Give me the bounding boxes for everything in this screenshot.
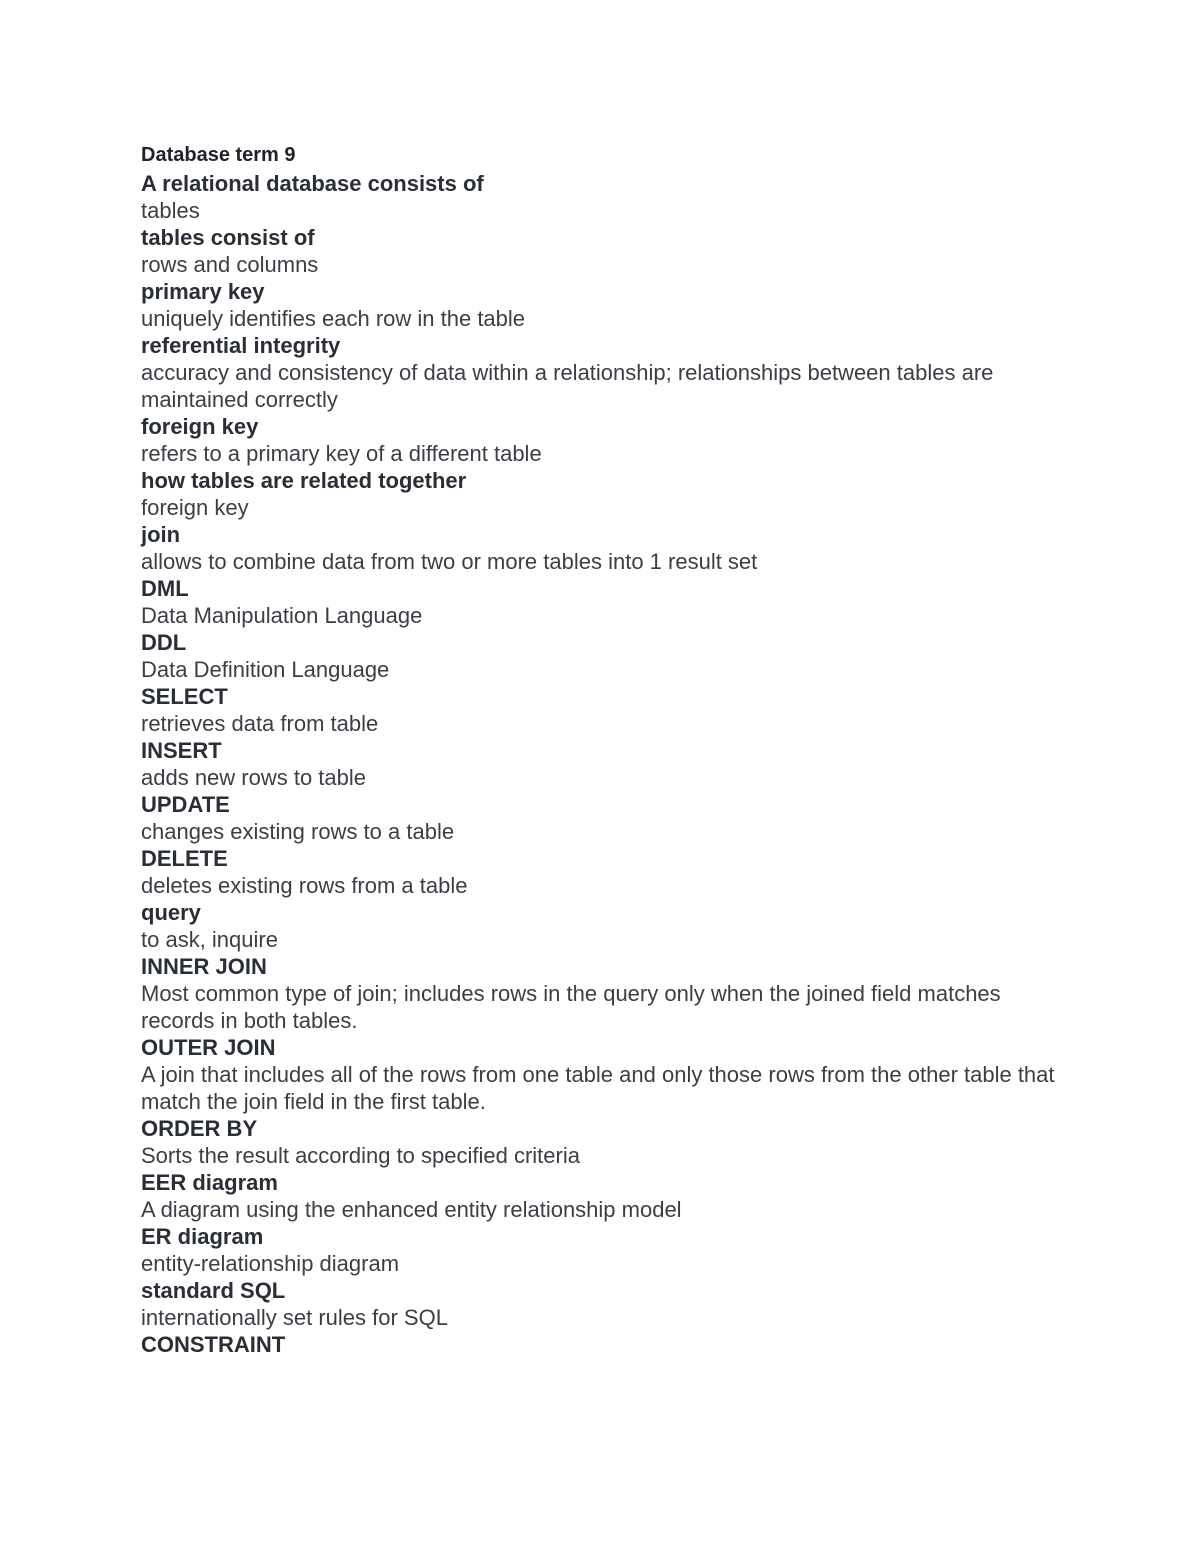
definition: Sorts the result according to specified criteria <box>141 1143 580 1168</box>
term: tables consist of <box>141 225 315 250</box>
definition: uniquely identifies each row in the table <box>141 306 526 331</box>
definition: to ask, inquire <box>141 927 278 952</box>
term: DML <box>141 576 189 601</box>
term: CONSTRAINT <box>141 1332 286 1357</box>
term: SELECT <box>141 684 228 709</box>
term: A relational database consists of <box>141 171 484 196</box>
document-title: Database term 9 <box>141 144 296 166</box>
definition: tables <box>141 198 200 223</box>
term: ER diagram <box>141 1224 264 1249</box>
definition: rows and columns <box>141 252 319 277</box>
term: EER diagram <box>141 1170 278 1195</box>
definition: adds new rows to table <box>141 765 367 790</box>
term: referential integrity <box>141 333 341 358</box>
definition: accuracy and consistency of data within a relationship; relationships between tables are maintained correctly <box>141 360 994 412</box>
term: standard SQL <box>141 1278 286 1303</box>
document-page <box>141 141 1071 1358</box>
definition: internationally set rules for SQL <box>141 1305 448 1330</box>
definition: changes existing rows to a table <box>141 819 455 844</box>
term: foreign key <box>141 414 259 439</box>
term: DDL <box>141 630 187 655</box>
definition: A join that includes all of the rows from one table and only those rows from the other table that match the join field in the first table. <box>141 1062 1055 1114</box>
term: join <box>141 522 181 547</box>
term: INNER JOIN <box>141 954 267 979</box>
definition: A diagram using the enhanced entity relationship model <box>141 1197 682 1222</box>
term: ORDER BY <box>141 1116 258 1141</box>
definition: Data Manipulation Language <box>141 603 423 628</box>
term: primary key <box>141 279 265 304</box>
term: DELETE <box>141 846 228 871</box>
definition: deletes existing rows from a table <box>141 873 468 898</box>
definition: retrieves data from table <box>141 711 379 736</box>
definition: foreign key <box>141 495 249 520</box>
definition: refers to a primary key of a different table <box>141 441 542 466</box>
definition: Data Definition Language <box>141 657 390 682</box>
term: UPDATE <box>141 792 230 817</box>
term: how tables are related together <box>141 468 467 493</box>
definition: entity-relationship diagram <box>141 1251 400 1276</box>
definition: allows to combine data from two or more tables into 1 result set <box>141 549 758 574</box>
definition: Most common type of join; includes rows in the query only when the joined field matches records in both tables. <box>141 981 1001 1033</box>
term: query <box>141 900 201 925</box>
term: OUTER JOIN <box>141 1035 276 1060</box>
term: INSERT <box>141 738 222 763</box>
